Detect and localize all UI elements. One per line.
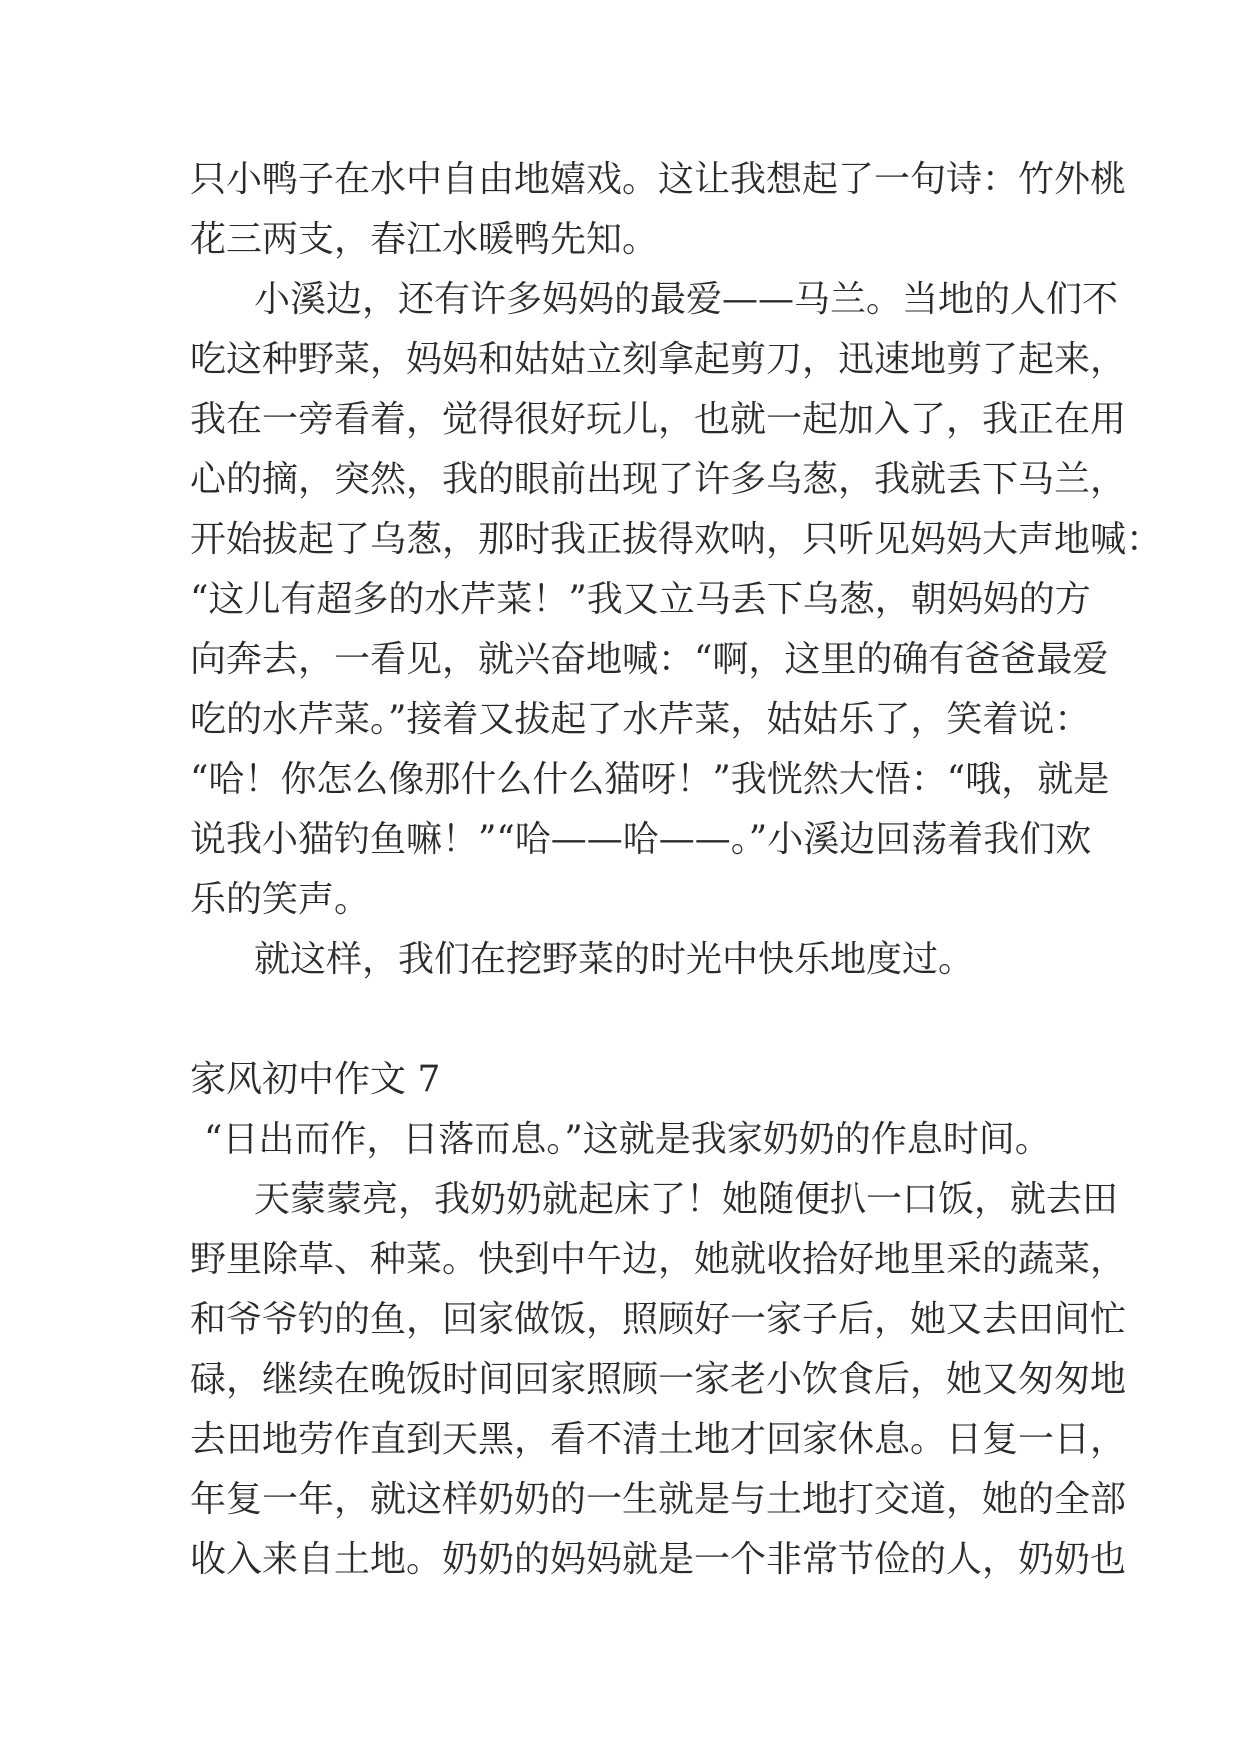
text-line: 花三两支，春江水暖鸭先知。: [190, 219, 659, 260]
section-gap: [190, 990, 1090, 1050]
text-line: 向奔去，一看见，就兴奋地喊：“啊，这里的确有爸爸最爱: [190, 639, 1109, 680]
document-body: [190, 150, 1163, 1590]
text-line: 心的摘，突然，我的眼前出现了许多乌葱，我就丢下马兰，: [190, 459, 1127, 500]
text-line: 野里除草、种菜。快到中午边，她就收拾好地里采的蔬菜，: [190, 1239, 1127, 1280]
text-line: 年复一年，就这样奶奶的一生就是与土地打交道，她的全部: [190, 1479, 1127, 1520]
section-heading: 家风初中作文 7: [190, 1059, 441, 1100]
text-line: 和爷爷钓的鱼，回家做饭，照顾好一家子后，她又去田间忙: [190, 1299, 1127, 1340]
paragraph-start-line: 天蒙蒙亮，我奶奶就起床了！她随便扒一口饭，就去田: [254, 1179, 1119, 1220]
paragraph-start-line: “日出而作，日落而息。”这就是我家奶奶的作息时间。: [204, 1119, 1051, 1160]
text-line: 只小鸭子在水中自由地嬉戏。这让我想起了一句诗：竹外桃: [190, 159, 1127, 200]
paragraph-start-line: 小溪边，还有许多妈妈的最爱——马兰。当地的人们不: [254, 279, 1119, 320]
text-line: 碌，继续在晚饭时间回家照顾一家老小饮食后，她又匆匆地: [190, 1359, 1127, 1400]
text-line: 吃的水芹菜。”接着又拔起了水芹菜，姑姑乐了，笑着说：: [190, 699, 1091, 740]
text-line: “哈！你怎么像那什么什么猫呀！”我恍然大悟：“哦，就是: [190, 759, 1110, 800]
text-line: 乐的笑声。: [190, 879, 371, 920]
paragraph-start-line: 就这样，我们在挖野菜的时光中快乐地度过。: [254, 939, 975, 980]
text-line: 吃这种野菜，妈妈和姑姑立刻拿起剪刀，迅速地剪了起来，: [190, 339, 1127, 380]
text-line: 说我小猫钓鱼嘛！”“哈——哈——。”小溪边回荡着我们欢: [190, 819, 1092, 860]
text-line: 开始拔起了乌葱，那时我正拔得欢呐，只听见妈妈大声地喊：: [190, 519, 1163, 560]
text-line: 去田地劳作直到天黑，看不清土地才回家休息。日复一日，: [190, 1419, 1127, 1460]
text-line: 我在一旁看着，觉得很好玩儿，也就一起加入了，我正在用: [190, 399, 1127, 440]
text-line: “这儿有超多的水芹菜！”我又立马丢下乌葱，朝妈妈的方: [190, 579, 1091, 620]
text-line: 收入来自土地。奶奶的妈妈就是一个非常节俭的人，奶奶也: [190, 1539, 1127, 1580]
